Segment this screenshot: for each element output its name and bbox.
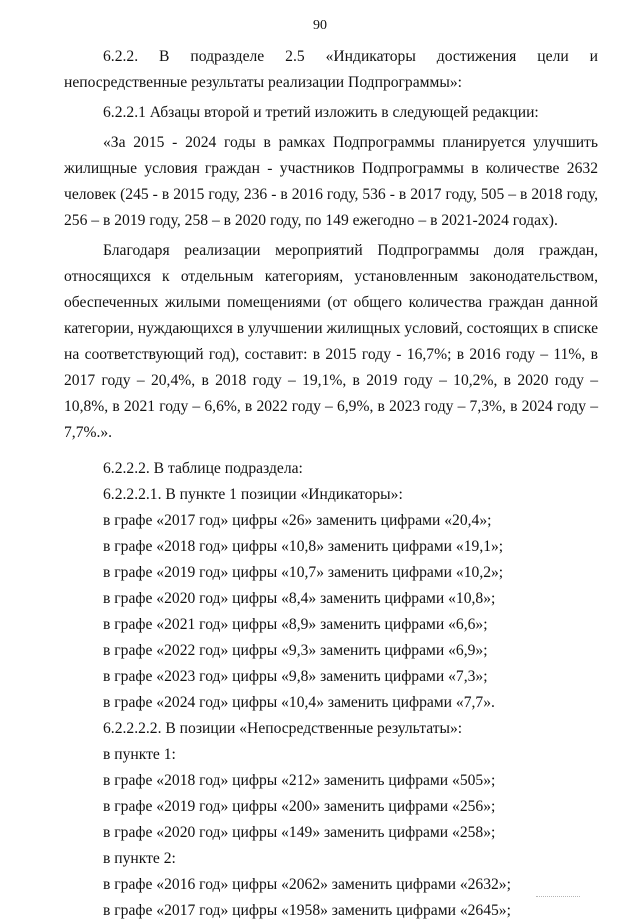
list-item: 6.2.2.2.1. В пункте 1 позиции «Индикаторы»:: [103, 486, 403, 503]
list-item: 6.2.2.2. В таблице подраздела:: [103, 460, 303, 477]
list-item: в пункте 1:: [103, 746, 176, 763]
scan-artifact: [536, 896, 580, 899]
list-item: в графе «2019 год» цифры «200» заменить цифрами «256»;: [103, 798, 496, 815]
list-item: в графе «2022 год» цифры «9,3» заменить цифрами «6,9»;: [103, 642, 488, 659]
list-item: в графе «2023 год» цифры «9,8» заменить цифрами «7,3»;: [103, 668, 488, 685]
list-item: в графе «2024 год» цифры «10,4» заменить цифрами «7,7».: [103, 694, 495, 711]
list-item: в графе «2017 год» цифры «26» заменить цифрами «20,4»;: [103, 512, 492, 529]
list-item: в графе «2018 год» цифры «212» заменить цифрами «505»;: [103, 772, 496, 789]
page-number: 90: [313, 18, 327, 33]
list-item: в графе «2020 год» цифры «8,4» заменить цифрами «10,8»;: [103, 590, 496, 607]
list-item: в графе «2021 год» цифры «8,9» заменить цифрами «6,6»;: [103, 616, 488, 633]
list-item: в графе «2020 год» цифры «149» заменить цифрами «258»;: [103, 824, 496, 841]
list-item: в графе «2016 год» цифры «2062» заменить цифрами «2632»;: [103, 876, 511, 893]
list-item: 6.2.2.2.2. В позиции «Непосредственные результаты»:: [103, 720, 463, 737]
list-item: в графе «2017 год» цифры «1958» заменить цифрами «2645»;: [103, 902, 511, 919]
paragraph-section-heading: 6.2.2. В подразделе 2.5 «Индикаторы достижения цели и непосредственные результаты реализации Подпрограммы»:: [64, 48, 598, 91]
list-item: в графе «2019 год» цифры «10,7» заменить цифрами «10,2»;: [103, 564, 504, 581]
list-item: в графе «2018 год» цифры «10,8» заменить цифрами «19,1»;: [103, 538, 504, 555]
list-item: в пункте 2:: [103, 850, 176, 867]
paragraph-quoted-shares: Благодаря реализации мероприятий Подпрограммы доля граждан, относящихся к отдельным категориям, установленным законодательством, обеспеченных жилыми помещениями (от общего количества граждан данной категории, нуждающихся в улучшении жилищных условий, состоящих в списке на соответствующий год), составит: в 2015 году - 16,7%; в 2016 году – 11%, в 2017 году – 20,4%, в 2018 году – 19,1%, в 2019 году – 10,2%, в 2020 году – 10,8%, в 2021 году – 6,6%, в 2022 году – 6,9%, в 2023 году – 7,3%, в 2024 году – 7,7%.».: [64, 242, 598, 441]
paragraph-quoted-goals: «За 2015 - 2024 годы в рамках Подпрограммы планируется улучшить жилищные условия граждан - участников Подпрограммы в количестве 2632 человек (245 - в 2015 году, 236 - в 2016 году, 536 - в 2017 году, 505 – в 2018 году, 256 – в 2019 году, 258 – в 2020 году, по 149 ежегодно – в 2021-2024 годах).: [64, 134, 598, 229]
document-body: [64, 44, 598, 924]
paragraph-clause-intro: 6.2.2.1 Абзацы второй и третий изложить в следующей редакции:: [103, 104, 539, 121]
